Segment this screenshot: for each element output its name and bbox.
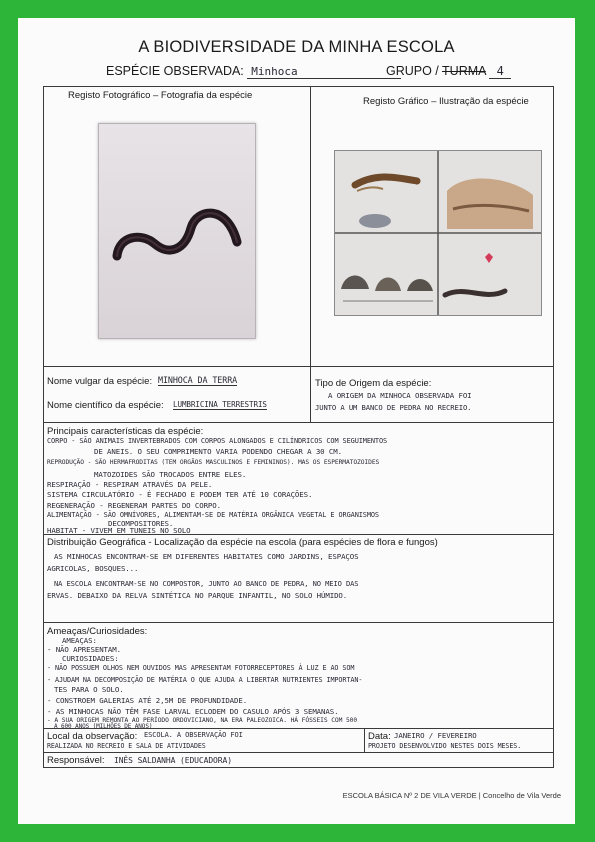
grupo-value: 4 [489,64,511,79]
data-line: PROJETO DESENVOLVIDO NESTES DOIS MESES. [368,742,522,750]
distribuicao-line: ERVAS. DEBAIXO DA RELVA SINTÉTICA NO PARQUE INFANTIL, NO SOLO HÚMIDO. [47,591,348,600]
especie-row [106,64,401,79]
distribuicao-line: NA ESCOLA ENCONTRAM-SE NO COMPOSTOR, JUNTO AO BANCO DE PEDRA, NO MEIO DAS [54,579,359,588]
caracteristicas-line: DE ANEIS. O SEU COMPRIMENTO VARIA PODENDO CHEGAR A 30 CM. [94,447,342,456]
page-title: A BIODIVERSIDADE DA MINHA ESCOLA [138,38,455,56]
divider [43,366,554,367]
ameacas-line: CURIOSIDADES: [62,654,119,663]
distribuicao-line: AS MINHOCAS ENCONTRAM-SE EM DIFERENTES HABITATES COMO JARDINS, ESPAÇOS [54,552,359,561]
caracteristicas-line: ALIMENTAÇÃO - SÃO OMNÍVORES, ALIMENTAM-SE DE MATÉRIA ORGÂNICA VEGETAL E ORGANISMOS [47,511,379,519]
caracteristicas-line: REPRODUÇÃO - SÃO HERMAFRODITAS (TEM ORGÃOS MASCULINOS E FEMININOS). MAS OS ESPERMATOZOIDES [47,459,380,466]
ameacas-label: Ameaças/Curiosidades: [47,626,148,637]
divider [43,422,554,423]
caracteristicas-line: HABITAT - VIVEM EM TUNEIS NO SOLO [47,526,191,535]
tipo-origem-line: A ORIGEM DA MINHOCA OBSERVADA FOI [328,391,472,400]
grupo-label: GRUPO / [386,64,443,78]
distribuicao-line: AGRICOLAS, BOSQUES... [47,564,139,573]
earthworm-photo-icon [99,124,255,338]
local-line: ESCOLA. A OBSERVAÇÃO FOI [144,731,243,739]
caracteristicas-line: MATOZOIDES SÃO TROCADOS ENTRE ELES. [94,470,247,479]
divider [43,622,554,623]
caracteristicas-line: RESPIRAÇÃO - RESPIRAM ATRAVÉS DA PELE. [47,480,213,489]
worksheet [18,18,575,824]
caracteristicas-line: REGENERAÇÃO - REGENERAM PARTES DO CORPO. [47,501,221,510]
divider [43,752,554,753]
registo-foto-label: Registo Fotográfico – Fotografia da espécie [68,90,253,101]
turma-label: TURMA [442,64,486,78]
ameacas-line: AMEAÇAS: [62,636,97,645]
especie-label: ESPÉCIE OBSERVADA: [106,64,244,78]
caracteristicas-label: Principais características da espécie: [47,426,204,437]
nome-cientifico-value: LUMBRICINA TERRESTRIS [173,400,267,409]
ameacas-line: - CONSTROEM GALERIAS ATÉ 2,5M DE PROFUNDIDADE. [47,696,248,705]
ameacas-line: - A SUA ORIGEM REMONTA AO PERÍODO ORDOVICIANO, NA ERA PALEOZOICA. HÁ FÓSSEIS COM 500 [47,717,358,724]
responsavel-label: Responsável: [47,755,105,766]
species-photo [98,123,256,339]
divider [310,86,311,422]
species-illustration [334,150,542,316]
caracteristicas-line: SISTEMA CIRCULATÓRIO - É FECHADO E PODEM TER ATÉ 10 CORAÇÕES. [47,490,313,499]
ameacas-line: - NÃO POSSUEM OLHOS NEM OUVIDOS MAS APRESENTAM FOTORRECEPTORES À LUZ E AO SOM [47,664,355,672]
nome-vulgar-value: MINHOCA DA TERRA [158,375,238,385]
registo-grafico-label: Registo Gráfico – Ilustração da espécie [363,96,529,107]
divider [364,728,365,752]
ameacas-line: - NÃO APRESENTAM. [47,645,121,654]
local-line: REALIZADA NO RECREIO E SALA DE ATIVIDADES [47,742,206,750]
nome-vulgar-label: Nome vulgar da espécie: [47,376,153,387]
ameacas-line: - AJUDAM NA DECOMPOSIÇÃO DE MATÉRIA O QUE AJUDA A LIBERTAR NUTRIENTES IMPORTAN- [47,676,363,684]
nome-cientifico-label: Nome científico da espécie: [47,400,164,411]
local-label: Local da observação: [47,731,138,742]
especie-value: Minhoca [247,65,401,79]
ameacas-line: TES PARA O SOLO. [54,685,124,694]
data-line: JANEIRO / FEVEREIRO [394,731,477,740]
ameacas-line: - AS MINHOCAS NÃO TÊM FASE LARVAL ECLODEM DO CASULO APÓS 3 SEMANAS. [47,707,339,716]
data-label: Data: [368,731,391,742]
caracteristicas-line: DECOMPOSITORES. [108,519,174,528]
ameacas-line: A 600 ANOS (MILHÕES DE ANOS) [54,723,153,730]
tipo-origem-label: Tipo de Origem da espécie: [315,378,432,389]
responsavel-value: INÊS SALDANHA (EDUCADORA) [114,756,232,765]
grupo-row [386,64,511,79]
tipo-origem-line: JUNTO A UM BANCO DE PEDRA NO RECREIO. [315,403,472,412]
drawings-collage-icon [335,151,541,315]
school-footer: ESCOLA BÁSICA Nº 2 DE VILA VERDE | Concelho de Vila Verde [342,791,561,800]
caracteristicas-line: CORPO - SÃO ANIMAIS INVERTEBRADOS COM CORPOS ALONGADOS E CILÍNDRICOS COM SEGUIMENTOS [47,437,388,445]
distribuicao-label: Distribuição Geográfica - Localização da espécie na escola (para espécies de flora e fungos) [47,537,438,548]
